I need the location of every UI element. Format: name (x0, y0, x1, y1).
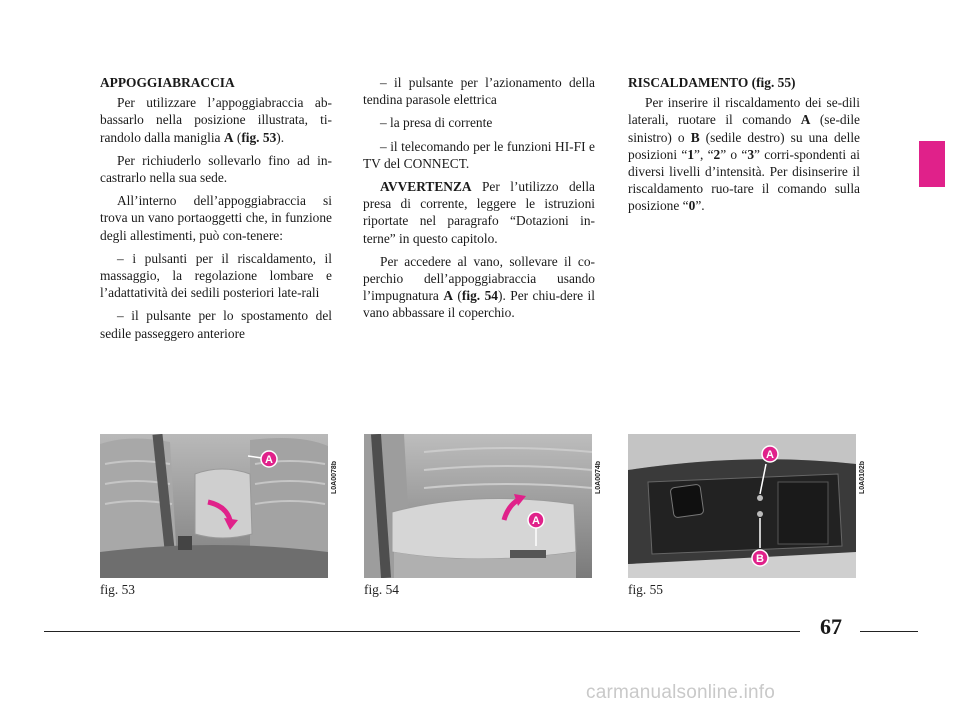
figure-code: L0A0078b (331, 460, 338, 494)
warning-paragraph: AVVERTENZA Per l’utilizzo della presa di corrente, leggere le istruzioni riportate nel paragrafo “Dotazioni in-terne” in questo capitolo. (363, 179, 595, 246)
section-heading-armrest: APPOGGIABRACCIA (100, 75, 235, 90)
heating-controls-illustration (628, 434, 856, 578)
figure-53-image (100, 434, 328, 578)
text-column-2 (363, 74, 595, 328)
figure-code: L0A0074b (595, 460, 602, 494)
paragraph: – i pulsanti per il riscaldamento, il massaggio, la regolazione lombare e l’adattatività dei sedili posteriori late-rali (100, 250, 332, 301)
page-number: 67 (820, 614, 842, 639)
section-heading-heating: RISCALDAMENTO (fig. 55) (628, 75, 796, 90)
figure-caption: fig. 54 (364, 582, 399, 597)
paragraph: All’interno dell’appoggiabraccia si trova un vano portaoggetti che, in funzione degli allestimenti, può con-tenere: (100, 193, 332, 243)
paragraph: Per utilizzare l’appoggiabraccia ab-bassarlo nella posizione illustrata, ti-randolo dalla maniglia A (fig. 53). (100, 95, 332, 145)
text-column-1 (100, 74, 332, 348)
paragraph: – la presa di corrente (380, 115, 493, 131)
figure-55-image (628, 434, 856, 578)
paragraph: – il pulsante per lo spostamento del sedile passeggero anteriore (100, 308, 332, 341)
watermark-text: carmanualsonline.info (586, 682, 776, 703)
footer-rule-left (44, 631, 800, 632)
label-a: A (532, 515, 540, 527)
label-a: A (265, 454, 273, 466)
paragraph: Per accedere al vano, sollevare il co-perchio dell’appoggiabraccia usando l’impugnatura A (fig. 54). Per chiu-dere il vano abbassare il coperchio. (363, 253, 595, 321)
figure-caption: fig. 55 (628, 582, 663, 597)
figure-caption: fig. 53 (100, 582, 135, 597)
armrest-lid-illustration (364, 434, 592, 578)
warning-label: AVVERTENZA (380, 179, 472, 195)
footer-rule-right (860, 631, 918, 632)
figure-code: L0A0102b (859, 460, 866, 494)
figure-54-image (364, 434, 592, 578)
paragraph: – il telecomando per le funzioni HI-FI e TV del CONNECT. (363, 138, 595, 171)
label-a: A (766, 449, 774, 461)
rear-seat-armrest-illustration (100, 434, 328, 578)
paragraph: Per inserire il riscaldamento dei se-dili laterali, ruotare il comando A (se-dile sinistro) o B (sedile destro) su una delle posizioni “1”, “2” o “3” corri-spondenti ai diversi livelli d’intensità. Per disinserire il riscaldamento ruo-tare il comando sulla posizione “0”. (628, 95, 860, 214)
label-b: B (756, 553, 764, 565)
paragraph: Per richiuderlo sollevarlo fino ad in-castrarlo nella sua sede. (100, 152, 332, 186)
paragraph: – il pulsante per l’azionamento della tendina parasole elettrica (363, 75, 595, 108)
section-tab-marker (919, 141, 945, 187)
text-column-3 (628, 74, 860, 221)
